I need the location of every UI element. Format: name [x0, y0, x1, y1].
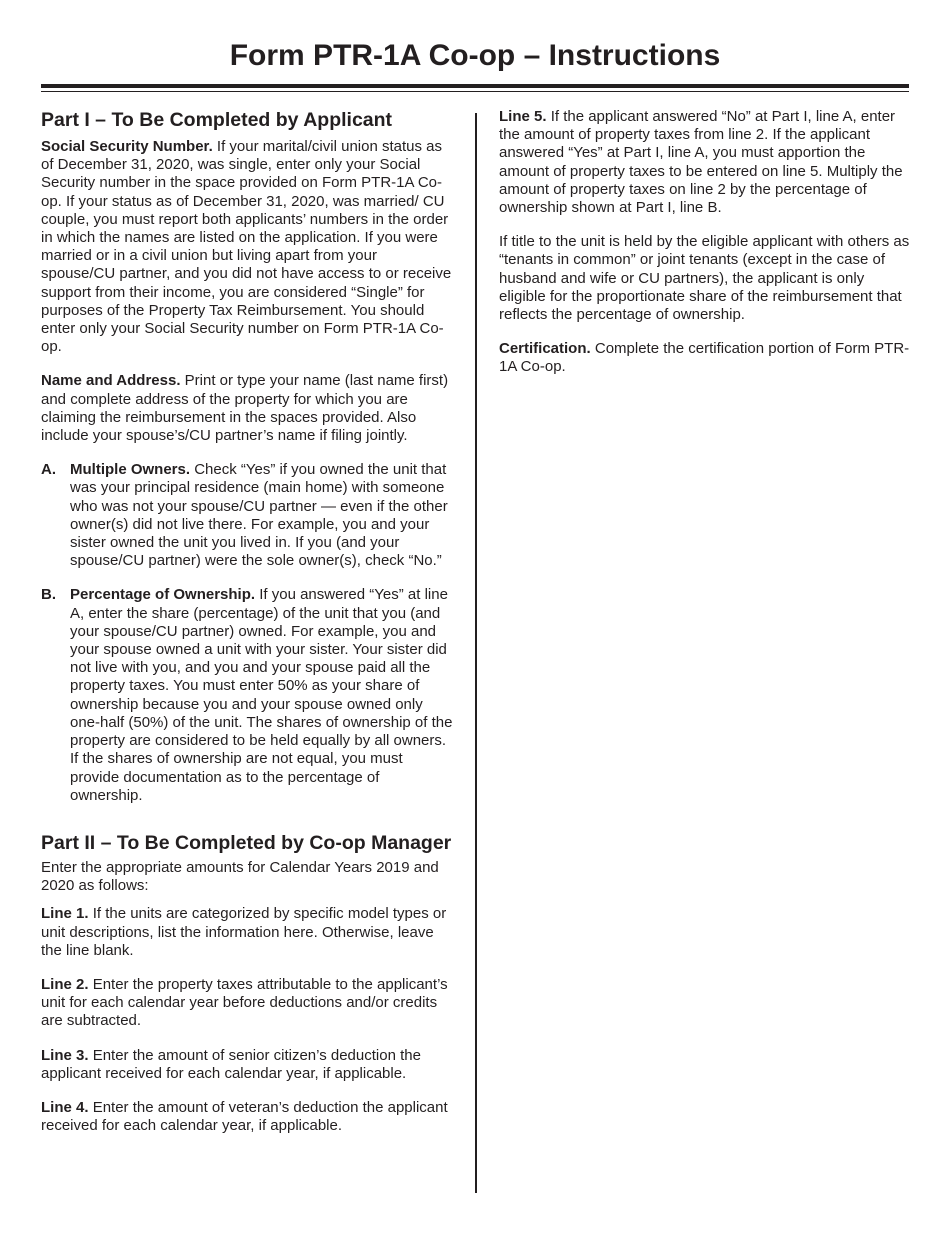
name-address-label: Name and Address. — [41, 372, 181, 390]
line2-paragraph — [41, 976, 453, 1031]
item-b-text: If you answered “Yes” at line A, enter the share (percentage) of the unit that you (and your spouse/CU partner) owned. For example, you and your spouse owned a unit with your sister. Your sister did not live with you, and you and your spouse paid all the property taxes. You must enter 50% as your share of ownership because you and your spouse owned only one-half (50%) of the unit. The shares of ownership of the property are considered to be held equally by all owners. If the shares of ownership are not equal, you must provide documentation as to the percentage of ownership. — [70, 586, 453, 804]
ssn-paragraph — [41, 138, 453, 356]
line1-paragraph — [41, 905, 453, 960]
line4-label: Line 4. — [41, 1098, 89, 1116]
certification-label: Certification. — [499, 340, 591, 358]
line5-paragraph — [499, 108, 911, 217]
line4-paragraph — [41, 1099, 453, 1135]
title-rule-thin — [41, 91, 909, 92]
item-b-label: Percentage of Ownership. — [70, 586, 256, 604]
right-column — [499, 108, 911, 393]
item-b-letter: B. — [41, 586, 56, 604]
line5-label: Line 5. — [499, 108, 547, 125]
line2-label: Line 2. — [41, 975, 89, 993]
column-divider — [475, 113, 477, 1193]
item-percentage-ownership — [41, 586, 453, 804]
line1-label: Line 1. — [41, 905, 89, 923]
item-a-label: Multiple Owners. — [70, 461, 191, 479]
certification-paragraph — [499, 340, 911, 376]
title-rule-thick — [41, 84, 909, 88]
part2-heading: Part II – To Be Completed by Co-op Manager — [41, 831, 452, 854]
ssn-text: If your marital/civil union status as of December 31, 2020, was single, enter only your Social Security number in the space provided on Form PTR-1A Co-op. If your status as of December 31, 2020, was married/ CU couple, you must report both applicants’ numbers in the order in which the names are listed on the application. If you were married or in a civil union but living apart from your spouse/CU partner, and you did not have access to or receive support from their income, you are considered “Single” for purposes of the Property Tax Reimbursement. You should enter only your Social Security number on Form PTR-1A Co-op. — [41, 138, 452, 356]
part2-intro: Enter the appropriate amounts for Calendar Years 2019 and 2020 as follows: — [41, 858, 439, 895]
certification-text: Complete the certification portion of Form PTR-1A Co-op. — [499, 340, 910, 376]
name-address-text: Print or type your name (last name first) and complete address of the property for which you are claiming the reimbursement in the spaces provided. Also include your spouse’s/CU partner’s name if filing jointly. — [41, 372, 449, 445]
part1-heading: Part I – To Be Completed by Applicant — [41, 109, 393, 131]
item-a-letter: A. — [41, 461, 56, 479]
line3-label: Line 3. — [41, 1046, 89, 1064]
tenants-paragraph: If title to the unit is held by the eligible applicant with others as “tenants in common” or joint tenants (except in the case of husband and wife or CU partners), the applicant is only eligible for the proportionate share of the reimbursement that reflects the percentage of ownership. — [499, 233, 910, 324]
left-column — [41, 108, 453, 1151]
page-title: Form PTR-1A Co-op – Instructions — [229, 39, 721, 72]
line1-text: If the units are categorized by specific model types or unit descriptions, list the information here. Otherwise, leave the line blank. — [41, 905, 447, 959]
name-address-paragraph — [41, 372, 453, 445]
line2-text: Enter the property taxes attributable to the applicant’s unit for each calendar year before deductions and/or credits are subtracted. — [41, 975, 448, 1030]
item-multiple-owners — [41, 461, 453, 570]
line4-text: Enter the amount of veteran’s deduction the applicant received for each calendar year, if applicable. — [41, 1098, 448, 1135]
item-a-text: Check “Yes” if you owned the unit that was your principal residence (main home) with someone who was not your spouse/CU partner — even if the other owner(s) did not live there. For example, you and your sister owned the unit you lived in. If you (and your spouse/CU partner) were the sole owner(s), check “No.” — [70, 461, 448, 570]
line3-text: Enter the amount of senior citizen’s deduction the applicant received for each calendar year, if applicable. — [41, 1046, 421, 1082]
ssn-label: Social Security Number. — [41, 138, 213, 155]
line3-paragraph — [41, 1047, 453, 1083]
line5-text: If the applicant answered “No” at Part I, line A, enter the amount of property taxes from line 2. If the applicant answered “Yes” at Part I, line A, you must apportion the amount of property taxes to be entered on line 5. Multiply the amount of property taxes on line 2 by the percentage of ownership shown at Part I, line B. — [499, 108, 903, 217]
